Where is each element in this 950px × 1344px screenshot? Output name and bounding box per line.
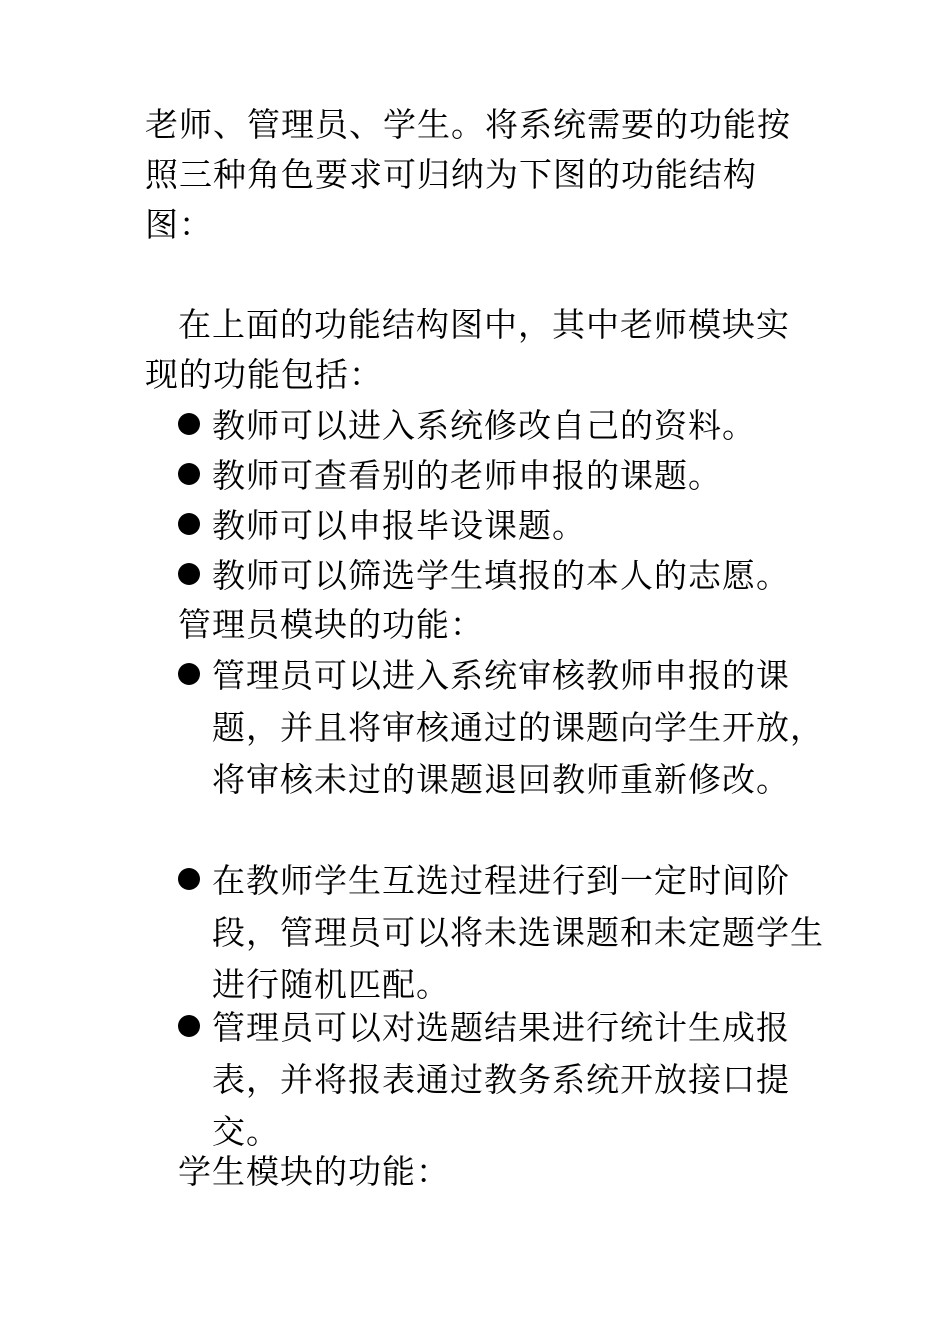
- admin-heading: 管理员模块的功能：: [178, 605, 484, 644]
- bullet-dot-icon: [178, 513, 200, 535]
- admin-item-text: 管理员可以对选题结果进行统计生成报表，并将报表通过教务系统开放接口提交。: [212, 1008, 790, 1151]
- bullet-dot-icon: [178, 463, 200, 485]
- admin-item-text: 在教师学生互选过程进行到一定时间阶段，管理员可以将未选课题和未定题学生进行随机匹配。: [212, 861, 824, 1004]
- bullet-dot-icon: [178, 868, 200, 890]
- teacher-item-text: 教师可以申报毕设课题。: [212, 506, 586, 545]
- admin-item-text: 管理员可以进入系统审核教师申报的课题，并且将审核通过的课题向学生开放，将审核未过的课题退回教师重新修改。: [212, 656, 824, 799]
- intro-line-3: 图：: [145, 205, 213, 244]
- intro-line-1: 老师、管理员、学生。将系统需要的功能按: [145, 105, 791, 144]
- bullet-dot-icon: [178, 413, 200, 435]
- bullet-dot-icon: [178, 663, 200, 685]
- intro-line-2: 照三种角色要求可归纳为下图的功能结构: [145, 155, 757, 194]
- bullet-dot-icon: [178, 563, 200, 585]
- teacher-heading-line-2: 现的功能包括：: [145, 355, 383, 394]
- student-heading: 学生模块的功能：: [178, 1152, 450, 1191]
- teacher-item-text: 教师可以筛选学生填报的本人的志愿。: [212, 556, 790, 595]
- teacher-item-text: 教师可查看别的老师申报的课题。: [212, 456, 722, 495]
- teacher-item-text: 教师可以进入系统修改自己的资料。: [212, 406, 756, 445]
- bullet-dot-icon: [178, 1015, 200, 1037]
- teacher-heading-line-1: 在上面的功能结构图中，其中老师模块实: [178, 305, 790, 344]
